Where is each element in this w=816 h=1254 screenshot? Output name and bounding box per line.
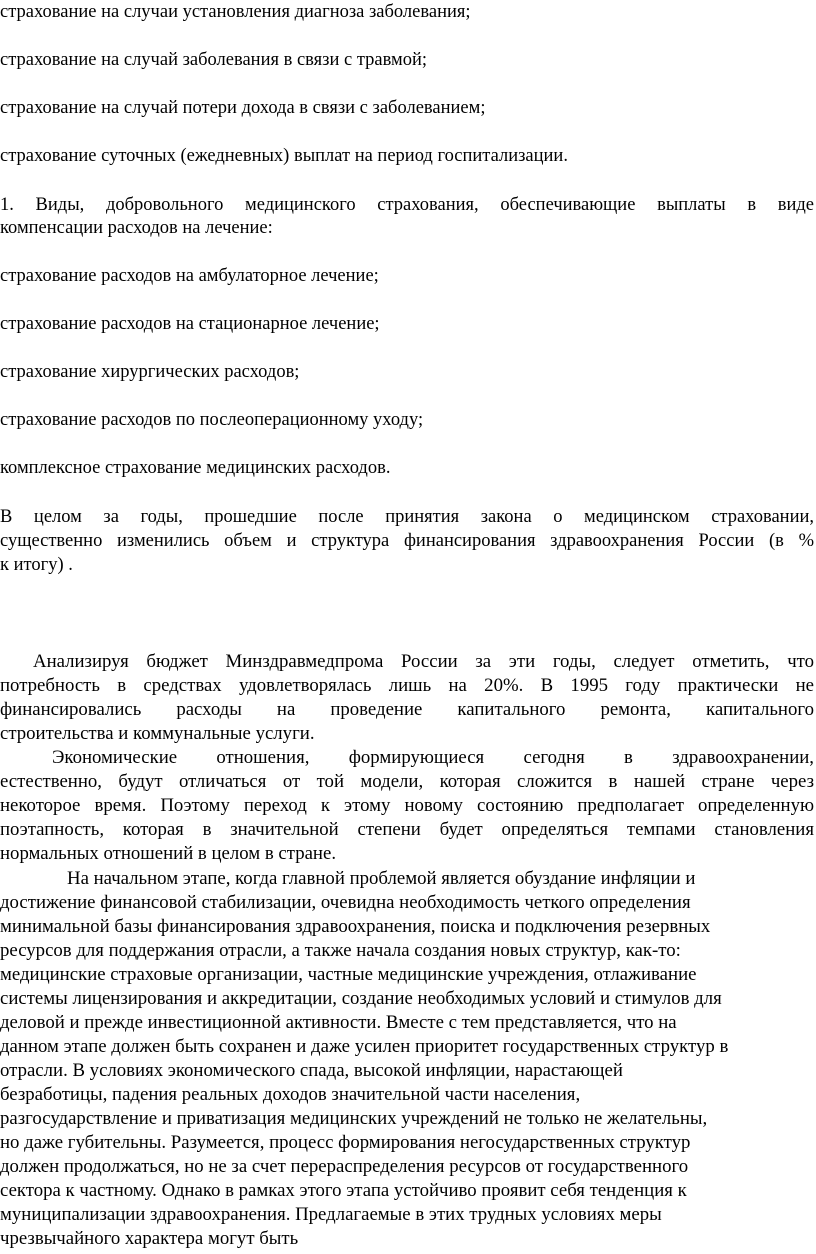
list-item: страхование расходов на стационарное лечение; (0, 314, 380, 334)
paragraph-line: муниципализации здравоохранения. Предлагаемые в этих трудных условиях меры (0, 1204, 662, 1225)
section-heading-line: 1. Виды, добровольного медицинского страхования, обеспечивающие выплаты в виде (0, 195, 814, 215)
paragraph-line: потребность в средствах удовлетворялась лишь на 20%. В 1995 году практически не (0, 675, 814, 696)
paragraph-line: отрасли. В условиях экономического спада, высокой инфляции, нарастающей (0, 1060, 623, 1081)
paragraph-line: финансировались расходы на проведение капитального ремонта, капитального (0, 699, 814, 720)
summary-line: к итогу) . (0, 555, 73, 575)
paragraph-line: достижение финансовой стабилизации, очевидна необходимость четкого определения (0, 892, 691, 913)
paragraph-line: медицинские страховые организации, частные медицинские учреждения, отлаживание (0, 964, 697, 985)
list-item: страхование расходов на амбулаторное лечение; (0, 266, 379, 286)
summary-line: В целом за годы, прошедшие после принятия закона о медицинском страховании, (0, 507, 814, 527)
paragraph-line: разгосударствление и приватизация медицинских учреждений не только не желательны, (0, 1108, 708, 1129)
paragraph-line: ресурсов для поддержания отрасли, а также начала создания новых структур, как-то: (0, 940, 681, 961)
paragraph-line: Экономические отношения, формирующиеся сегодня в здравоохранении, (52, 747, 814, 768)
list-item: страхование суточных (ежедневных) выплат на период госпитализации. (0, 146, 568, 166)
paragraph-line: некоторое время. Поэтому переход к этому новому состоянию предполагает определенную (0, 795, 814, 816)
paragraph-line: данном этапе должен быть сохранен и даже усилен приоритет государственных структур в (0, 1036, 729, 1057)
paragraph-line: минимальной базы финансирования здравоохранения, поиска и подключения резервных (0, 916, 711, 937)
list-item: страхование на случай заболевания в связи с травмой; (0, 50, 428, 70)
paragraph-line: сектора к частному. Однако в рамках этого этапа устойчиво проявит себя тенденция к (0, 1180, 687, 1201)
paragraph-line: но даже губительны. Разумеется, процесс формирования негосударственных структур (0, 1132, 691, 1153)
section-heading-line: компенсации расходов на лечение: (0, 218, 273, 238)
paragraph-line: естественно, будут отличаться от той модели, которая сложится в нашей стране через (0, 771, 814, 792)
paragraph-line: поэтапность, которая в значительной степени будет определяться темпами становления (0, 819, 814, 840)
summary-line: существенно изменились объем и структура финансирования здравоохранения России (в % (0, 531, 814, 551)
paragraph-line: нормальных отношений в целом в стране. (0, 843, 337, 864)
list-item: комплексное страхование медицинских расходов. (0, 458, 391, 478)
list-item: страхование расходов по послеоперационному уходу; (0, 410, 424, 430)
paragraph-line: строительства и коммунальные услуги. (0, 723, 315, 744)
list-item: страхование хирургических расходов; (0, 362, 300, 382)
paragraph-line: безработицы, падения реальных доходов значительной части населения, (0, 1084, 581, 1105)
paragraph-line: На начальном этапе, когда главной проблемой является обуздание инфляции и (67, 868, 696, 889)
list-item: страхование на случаи установления диагноза заболевания; (0, 2, 471, 22)
paragraph-line: системы лицензирования и аккредитации, создание необходимых условий и стимулов для (0, 988, 722, 1009)
paragraph-line: должен продолжаться, но не за счет перераспределения ресурсов от государственного (0, 1156, 689, 1177)
list-item: страхование на случай потери дохода в связи с заболеванием; (0, 98, 486, 118)
paragraph-line: чрезвычайного характера могут быть (0, 1228, 299, 1249)
paragraph-line: Анализируя бюджет Минздравмедпрома России за эти годы, следует отметить, что (33, 651, 814, 672)
paragraph-line: деловой и прежде инвестиционной активности. Вместе с тем представляется, что на (0, 1012, 677, 1033)
